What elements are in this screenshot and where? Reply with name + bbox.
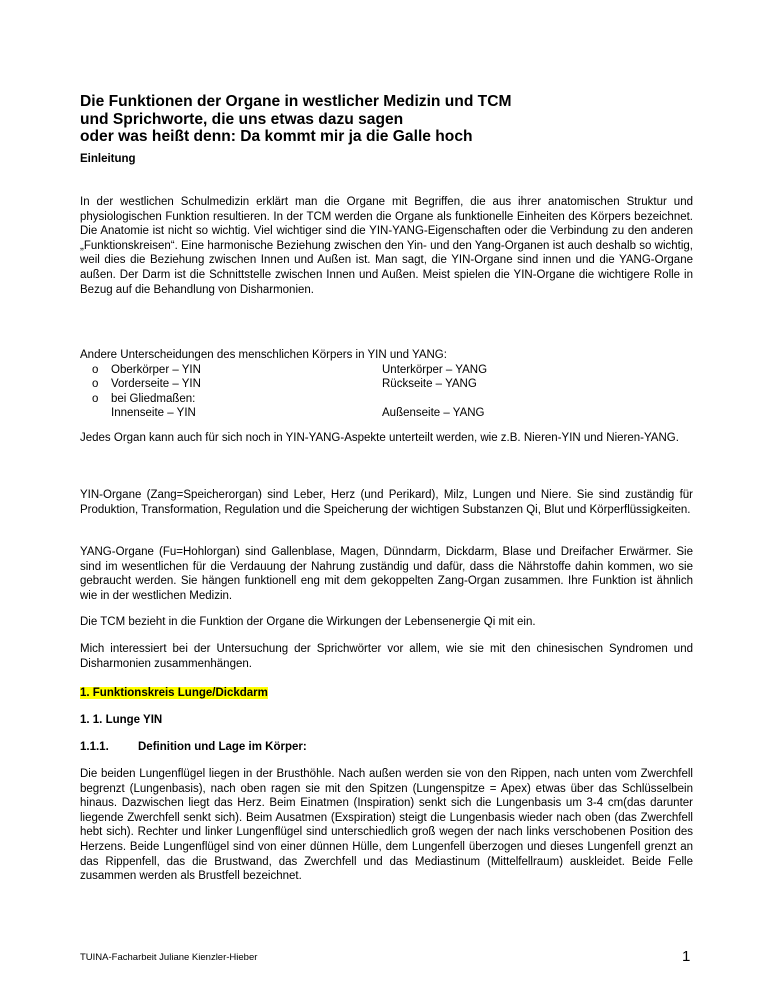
section-heading-1 [80, 686, 693, 701]
list-item-right: Rückseite – YANG [382, 378, 477, 391]
section-number: 1.1.1. [80, 741, 109, 753]
page-number: 1 [682, 948, 691, 965]
paragraph-yin-yang-aspects: Jedes Organ kann auch für sich noch in YIN-YANG-Aspekte unterteilt werden, wie z.B. Nieren-YIN und Nieren-YANG. [80, 432, 679, 444]
list-item [80, 363, 693, 378]
list-item-left: Innenseite – YIN [111, 407, 196, 420]
list-item-left: Vorderseite – YIN [111, 378, 201, 391]
paragraph-qi: Die TCM bezieht in die Funktion der Organe die Wirkungen der Lebensenergie Qi mit ein. [80, 616, 536, 628]
highlighted-section-title: 1. Funktionskreis Lunge/Dickdarm [80, 687, 268, 699]
bullet-icon: o [92, 378, 99, 391]
list-item [80, 377, 693, 392]
title-line-1: Die Funktionen der Organe in westlicher Medizin und TCM [80, 93, 512, 110]
list-item-right: Außenseite – YANG [382, 407, 485, 420]
paragraph-yin-organs: YIN-Organe (Zang=Speicherorgan) sind Leber, Herz (und Perikard), Milz, Lungen und Niere. Sie sind zuständig für Produktion, Transformation, Regulation und die Speicherung der wichtigen Substanzen Qi, Blut und Körperflüssigkeiten. [80, 489, 693, 516]
paragraph-proverbs: Mich interessiert bei der Untersuchung der Sprichwörter vor allem, wie sie mit den chinesischen Syndromen und Disharmonien zusammenhängen. [80, 643, 693, 670]
paragraph-intro: In der westlichen Schulmedizin erklärt man die Organe mit Begriffen, die aus ihrer anatomischen Struktur und physiologischen Funktion resultieren. In der TCM werden die Organe als funktionelle Einheiten des Körpers bezeichnet. Die Anatomie ist nicht so wichtig. Viel wichtiger sind die YIN-YANG-Eigenschaften oder die Verbindung zu den anderen „Funktionskreisen“. Eine harmonische Beziehung zwischen den Yin- und den Yang-Organen ist auch deshalb so wichtig, weil dies die Beziehung zwischen Innen und Außen ist. Man sagt, die YIN-Organe sind innen und die YANG-Organe außen. Der Darm ist die Schnittstelle zwischen Innen und Außen. Meist spielen die YIN-Organe die wichtigere Rolle in Bezug auf die Behandlung von Disharmonien. [80, 196, 693, 296]
document-title [80, 93, 693, 146]
section-heading-1-1: 1. 1. Lunge YIN [80, 714, 163, 726]
list-item-right: Unterkörper – YANG [382, 363, 488, 376]
paragraph-yang-organs: YANG-Organe (Fu=Hohlorgan) sind Gallenblase, Magen, Dünndarm, Dickdarm, Blase und Dreifacher Erwärmer. Sie sind im wesentlichen für die Verdauung der Nahrung zuständig und dafür, dass die Nährstoffe dahin kommen, wo sie gebraucht werden. Sie hängen funktionell eng mit dem gekoppelten Zang-Organ zusammen. Ihre Funktion ist ähnlich wie in der westlichen Medizin. [80, 546, 693, 602]
heading-einleitung: Einleitung [80, 153, 136, 165]
list-item-left: bei Gliedmaßen: [111, 392, 196, 405]
section-heading-1-1-1 [80, 740, 693, 755]
title-line-3: oder was heißt denn: Da kommt mir ja die Galle hoch [80, 128, 473, 146]
bullet-icon: o [92, 363, 99, 376]
yin-yang-list [80, 348, 693, 421]
list-item-left: Oberkörper – YIN [111, 363, 201, 376]
list-item [80, 392, 693, 407]
paragraph-lung-definition: Die beiden Lungenflügel liegen in der Brusthöhle. Nach außen werden sie von den Rippen, nach unten vom Zwerchfell begrenzt (Lungenbasis), nach oben ragen sie mit den Spitzen (Lungenspitze = Apex) etwas über das Schlüsselbein hinaus. Dazwischen liegt das Herz. Beim Einatmen (Inspiration) senkt sich die Lungenbasis um 3-4 cm(das darunter liegende Zwerchfell senkt sich). Beim Ausatmen (Exspiration) steigt die Lungenbasis wieder nach oben (das Zwerchfell hebt sich). Rechter und linker Lungenflügel sind unterschiedlich groß wegen der nach links verschobenen Position des Herzens. Beide Lungenflügel sind von einer dünnen Hülle, dem Lungenfell überzogen und dieses Lungenfell grenzt an das Rippenfell, das die Brustwand, das Zwerchfell und das Mediastinum (Mittelfellraum) auskleidet. Beide Felle zusammen werden als Brustfell bezeichnet. [80, 768, 693, 883]
list-item [80, 406, 693, 421]
title-line-2: und Sprichworte, die uns etwas dazu sagen [80, 110, 404, 128]
section-title: Definition und Lage im Körper: [138, 741, 307, 753]
bullet-icon: o [92, 392, 99, 405]
page-footer: TUINA-Facharbeit Juliane Kienzler-Hieber [80, 952, 258, 963]
list-intro: Andere Unterscheidungen des menschlichen Körpers in YIN und YANG: [80, 349, 447, 361]
